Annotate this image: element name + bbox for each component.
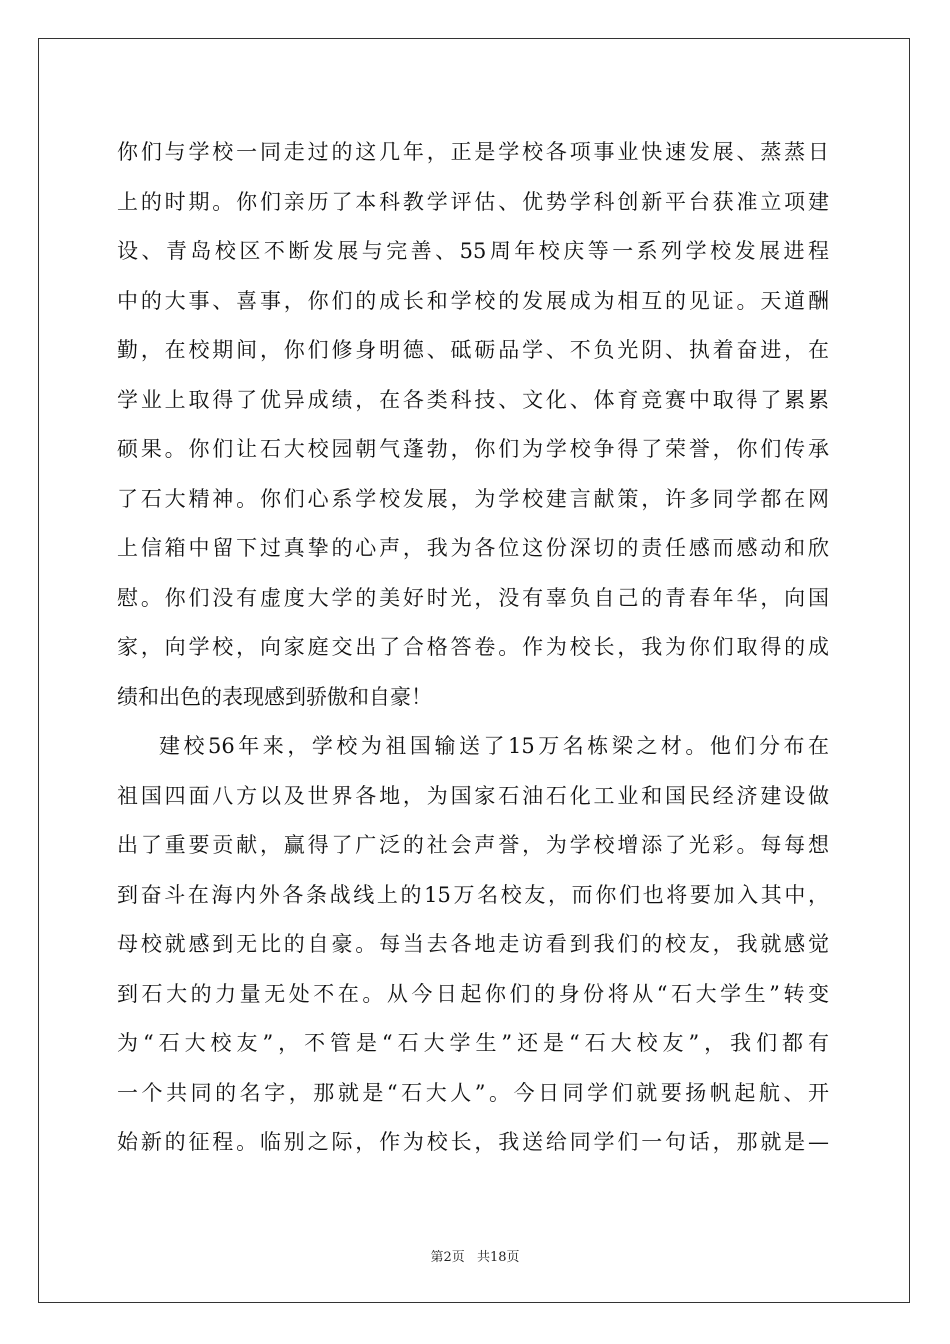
text-line: 勤，在校期间，你们修身明德、砥砺品学、不负光阴、执着奋进，在 [117,338,829,362]
text-line: 硕果。你们让石大校园朝气蓬勃，你们为学校争得了荣誉，你们传承 [117,437,829,461]
text-line: 一个共同的名字，那就是“石大人”。今日同学们就要扬帆起航、开 [117,1080,829,1105]
text-line: 学业上取得了优异成绩，在各类科技、文化、体育竞赛中取得了累累 [117,387,829,412]
page-number: 第2页 [430,1250,465,1265]
text-line: 到石大的力量无处不在。从今日起你们的身份将从“石大学生”转变 [117,981,829,1006]
text-line: 祖国四面八方以及世界各地，为国家石油石化工业和国民经济建设做 [117,783,829,808]
paragraph-2 [117,722,829,1168]
text-line: 为“石大校友”，不管是“石大学生”还是“石大校友”，我们都有 [117,1031,829,1055]
document-body [117,128,829,1168]
text-line: 始新的征程。临别之际，作为校长，我送给同学们一句话，那就是— [117,1130,829,1154]
text-line: 母校就感到无比的自豪。每当去各地走访看到我们的校友，我就感觉 [117,932,829,956]
text-line: 设、青岛校区不断发展与完善、55周年校庆等一系列学校发展进程 [117,239,829,263]
text-line: 慰。你们没有虚度大学的美好时光，没有辜负自己的青春年华，向国 [117,585,829,610]
text-line: 中的大事、喜事，你们的成长和学校的发展成为相互的见证。天道酬 [117,288,829,313]
paragraph-1 [117,128,829,722]
text-line: 到奋斗在海内外各条战线上的15万名校友，而你们也将要加入其中， [117,882,829,907]
text-line: 你们与学校一同走过的这几年，正是学校各项事业快速发展、蒸蒸日 [117,140,829,164]
page-footer [0,1246,950,1265]
text-line: 上信箱中留下过真挚的心声，我为各位这份深切的责任感而感动和欣 [117,536,829,560]
text-line: 上的时期。你们亲历了本科教学评估、优势学科创新平台获准立项建 [117,189,829,214]
text-line: 出了重要贡献，赢得了广泛的社会声誉，为学校增添了光彩。每每想 [117,833,829,857]
text-line: 建校56年来，学校为祖国输送了15万名栋梁之材。他们分布在 [159,734,829,758]
text-line: 绩和出色的表现感到骄傲和自豪！ [117,684,432,709]
page-total: 共18页 [476,1250,520,1265]
text-line: 家，向学校，向家庭交出了合格答卷。作为校长，我为你们取得的成 [117,635,829,659]
text-line: 了石大精神。你们心系学校发展，为学校建言献策，许多同学都在网 [117,486,829,511]
